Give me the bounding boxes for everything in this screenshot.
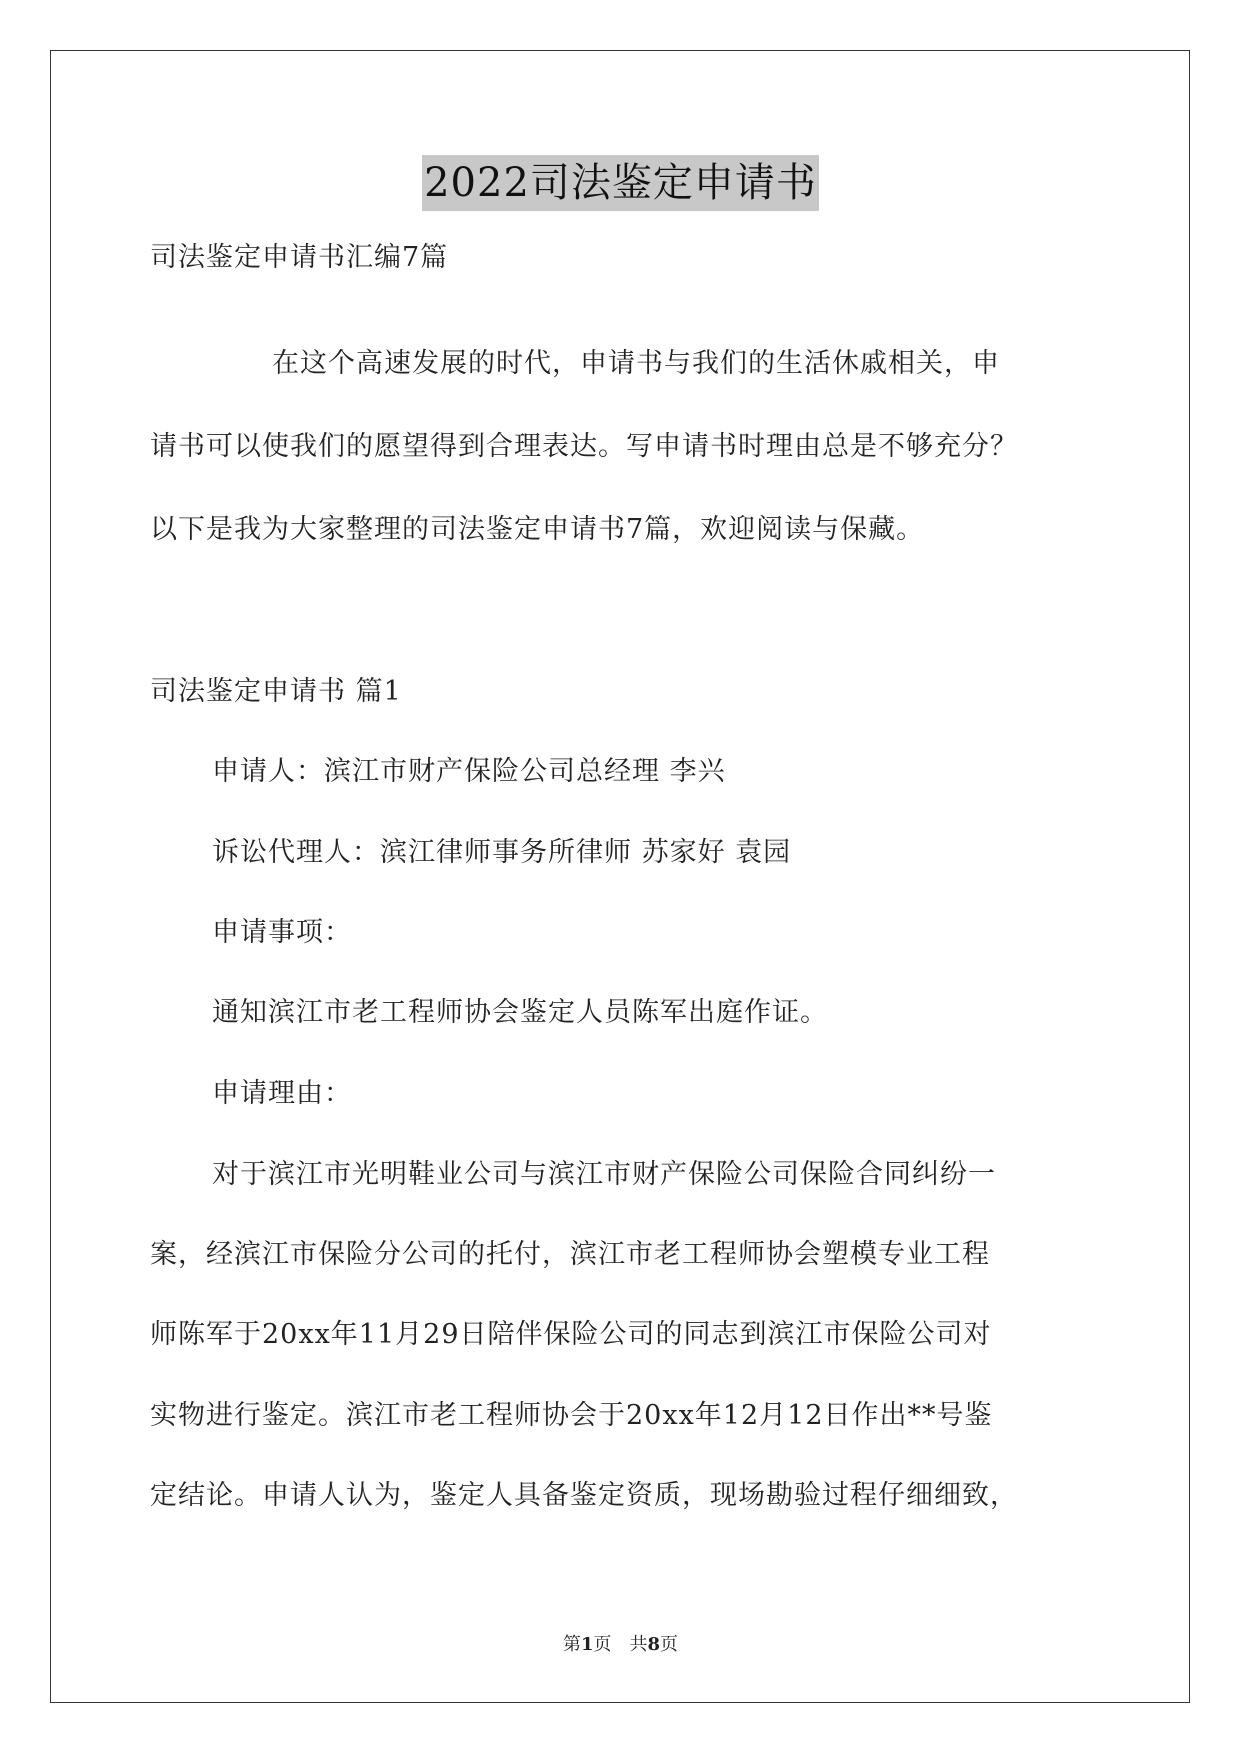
page-footer xyxy=(0,1633,1241,1657)
page-border xyxy=(50,50,1190,1703)
section-heading: 司法鉴定申请书 篇1 xyxy=(150,676,402,707)
document-subtitle: 司法鉴定申请书汇编7篇 xyxy=(150,242,449,273)
footer-middle: 页 共 xyxy=(593,1634,648,1655)
reason-line-1: 对于滨江市光明鞋业公司与滨江市财产保险公司保险合同纠纷一 xyxy=(212,1159,996,1190)
document-title: 2022司法鉴定申请书 xyxy=(422,155,819,211)
reason-line-3: 师陈军于20xx年11月29日陪伴保险公司的同志到滨江市保险公司对 xyxy=(150,1319,992,1350)
matters-label: 申请事项： xyxy=(212,917,352,948)
footer-page-number: 1 xyxy=(580,1634,594,1655)
matters-text: 通知滨江市老工程师协会鉴定人员陈军出庭作证。 xyxy=(212,997,828,1028)
document-title-wrap xyxy=(0,155,1241,211)
intro-line-2: 请书可以使我们的愿望得到合理表达。写申请书时理由总是不够充分？ xyxy=(150,431,1018,462)
intro-line-3: 以下是我为大家整理的司法鉴定申请书7篇，欢迎阅读与保藏。 xyxy=(150,514,925,545)
footer-prefix: 第 xyxy=(562,1634,581,1655)
reason-line-2: 案，经滨江市保险分公司的托付，滨江市老工程师协会塑模专业工程 xyxy=(150,1239,990,1270)
footer-suffix: 页 xyxy=(660,1634,679,1655)
reason-line-4: 实物进行鉴定。滨江市老工程师协会于20xx年12月12日作出**号鉴 xyxy=(150,1400,993,1431)
reason-line-5: 定结论。申请人认为，鉴定人具备鉴定资质，现场勘验过程仔细细致， xyxy=(150,1480,1018,1511)
reason-label: 申请理由： xyxy=(212,1078,352,1109)
agent-line: 诉讼代理人：滨江律师事务所律师 苏家好 袁园 xyxy=(212,837,792,868)
applicant-line: 申请人：滨江市财产保险公司总经理 李兴 xyxy=(212,756,726,787)
intro-line-1: 在这个高速发展的时代，申请书与我们的生活休戚相关，申 xyxy=(272,348,1000,379)
footer-total-pages: 8 xyxy=(647,1634,661,1655)
